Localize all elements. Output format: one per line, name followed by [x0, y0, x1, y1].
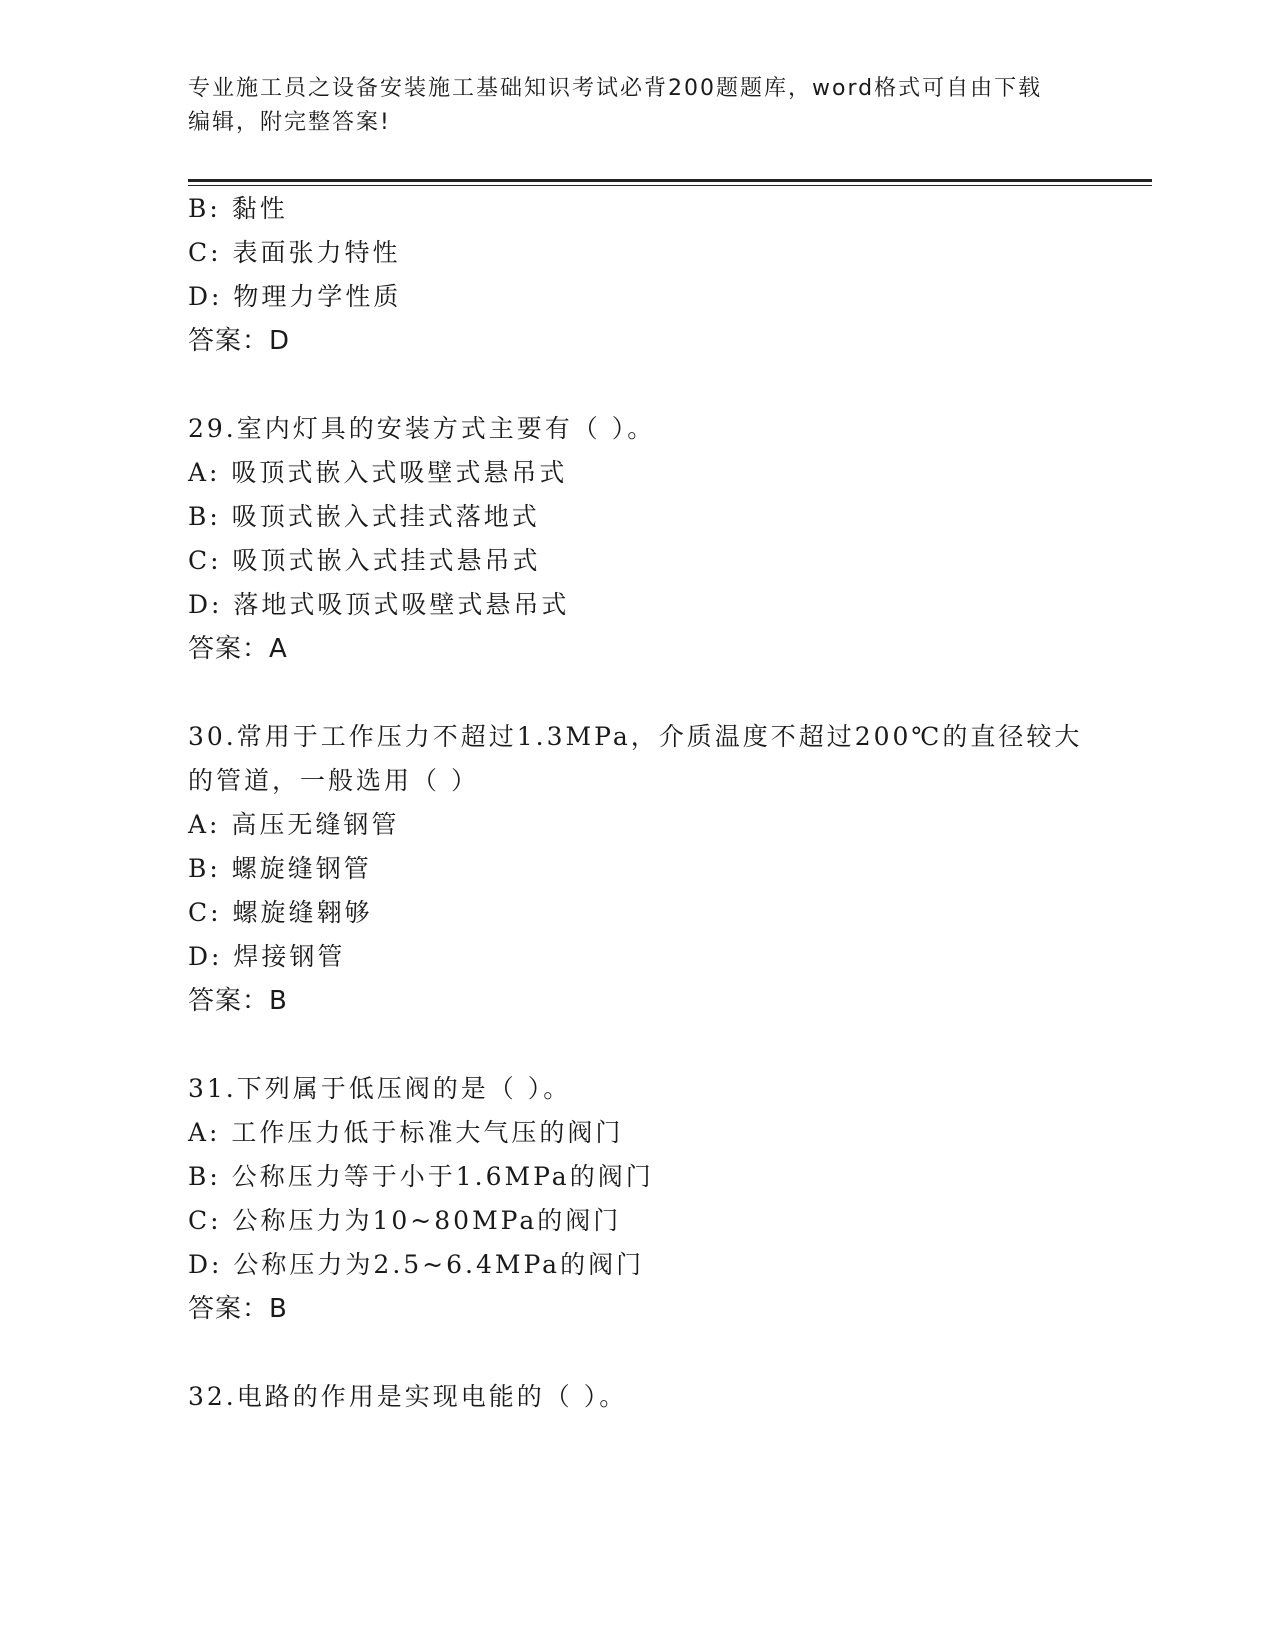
q28-option-d: D: 物理力学性质 — [188, 282, 402, 311]
q32-stem: 32.电路的作用是实现电能的（ ）。 — [188, 1382, 628, 1411]
q29-option-a: A: 吸顶式嵌入式吸壁式悬吊式 — [188, 458, 568, 487]
q30-option-d: D: 焊接钢管 — [188, 942, 346, 971]
q28-option-c: C: 表面张力特性 — [188, 238, 401, 267]
q29-option-b: B: 吸顶式嵌入式挂式落地式 — [188, 502, 540, 531]
q29-answer: 答案：A — [188, 634, 288, 664]
header-line-2: 编辑，附完整答案! — [188, 110, 391, 135]
header-rule-thick — [188, 179, 1152, 182]
q29-option-c: C: 吸顶式嵌入式挂式悬吊式 — [188, 546, 541, 575]
q31-answer: 答案：B — [188, 1294, 288, 1324]
q31-option-a: A: 工作压力低于标准大气压的阀门 — [188, 1118, 624, 1147]
q30-stem-line-2: 的管道，一般选用（ ） — [188, 766, 479, 795]
document-header — [188, 72, 1088, 140]
q29-option-d: D: 落地式吸顶式吸壁式悬吊式 — [188, 590, 570, 619]
q28-option-b: B: 黏性 — [188, 194, 288, 223]
q31-option-b: B: 公称压力等于小于1.6MPa的阀门 — [188, 1162, 654, 1191]
q31-option-d: D: 公称压力为2.5~6.4MPa的阀门 — [188, 1250, 645, 1279]
q31-stem: 31.下列属于低压阀的是（ ）。 — [188, 1074, 572, 1103]
q30-answer: 答案：B — [188, 986, 288, 1016]
q29-stem: 29.室内灯具的安装方式主要有（ ）。 — [188, 414, 656, 443]
q30-stem-line-1: 30.常用于工作压力不超过1.3MPa，介质温度不超过200℃的直径较大 — [188, 722, 1083, 751]
header-line-1: 专业施工员之设备安装施工基础知识考试必背200题题库，word格式可自由下载 — [188, 76, 1043, 101]
q30-option-a: A: 高压无缝钢管 — [188, 810, 400, 839]
header-rule-thin — [188, 185, 1152, 186]
q28-answer: 答案：D — [188, 326, 291, 356]
q30-option-c: C: 螺旋缝翱够 — [188, 898, 373, 927]
q31-option-c: C: 公称压力为10~80MPa的阀门 — [188, 1206, 622, 1235]
q30-option-b: B: 螺旋缝钢管 — [188, 854, 372, 883]
